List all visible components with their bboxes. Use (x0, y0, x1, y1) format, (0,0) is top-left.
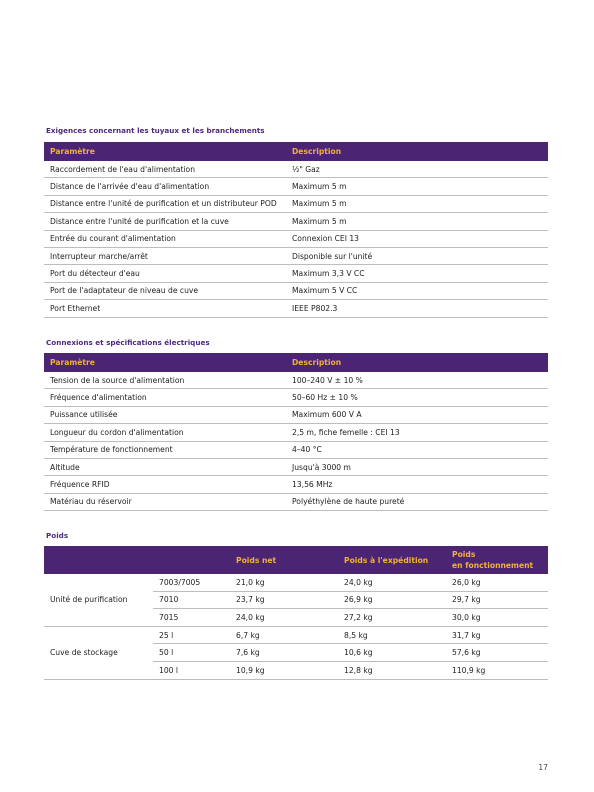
section-title-pipes: Exigences concernant les tuyaux et les branchements (46, 126, 265, 135)
parameter-cell: Port de l'adaptateur de niveau de cuve (44, 282, 286, 299)
pipes-table (44, 142, 548, 318)
description-cell: Maximum 3,3 V CC (286, 265, 548, 282)
column-header (153, 546, 230, 574)
table-row (44, 300, 548, 317)
column-header (446, 546, 548, 574)
page-number: 17 (538, 763, 548, 772)
group-name-cell: Cuve de stockage (44, 626, 153, 679)
weight-cell: 8,5 kg (338, 626, 446, 644)
parameter-cell: Fréquence RFID (44, 476, 286, 493)
description-cell: Maximum 5 m (286, 195, 548, 212)
weight-cell: 57,6 kg (446, 644, 548, 662)
parameter-cell: Distance entre l'unité de purification et un distributeur POD (44, 195, 286, 212)
description-cell: Maximum 5 m (286, 178, 548, 195)
header-line: Poids (452, 550, 476, 559)
table-row (44, 458, 548, 475)
electrical-table (44, 353, 548, 511)
table-header-row (44, 546, 548, 574)
description-cell: IEEE P802.3 (286, 300, 548, 317)
section-title-weights: Poids (46, 531, 69, 540)
description-cell: 50–60 Hz ± 10 % (286, 389, 548, 406)
description-cell: Polyéthylène de haute pureté (286, 493, 548, 510)
parameter-cell: Distance de l'arrivée d'eau d'alimentation (44, 178, 286, 195)
parameter-cell: Port du détecteur d'eau (44, 265, 286, 282)
table-row (44, 195, 548, 212)
model-cell: 50 l (153, 644, 230, 662)
weight-cell: 26,0 kg (446, 574, 548, 591)
table-row (44, 178, 548, 195)
parameter-cell: Longueur du cordon d'alimentation (44, 424, 286, 441)
weight-cell: 6,7 kg (230, 626, 338, 644)
weight-cell: 30,0 kg (446, 609, 548, 627)
parameter-cell: Raccordement de l'eau d'alimentation (44, 161, 286, 178)
description-cell: ½" Gaz (286, 161, 548, 178)
model-cell: 7003/7005 (153, 574, 230, 591)
parameter-cell: Matériau du réservoir (44, 493, 286, 510)
table-row (44, 161, 548, 178)
table-row (44, 626, 548, 644)
weight-cell: 7,6 kg (230, 644, 338, 662)
description-cell: Jusqu'à 3000 m (286, 458, 548, 475)
table-row (44, 265, 548, 282)
header-line: en fonctionnement (452, 561, 534, 570)
model-cell: 100 l (153, 661, 230, 679)
weight-cell: 24,0 kg (230, 609, 338, 627)
model-cell: 7010 (153, 591, 230, 609)
parameter-cell: Altitude (44, 458, 286, 475)
description-cell: 2,5 m, fiche femelle : CEI 13 (286, 424, 548, 441)
weight-cell: 23,7 kg (230, 591, 338, 609)
column-header: Poids à l'expédition (338, 546, 446, 574)
description-cell: Connexion CEI 13 (286, 230, 548, 247)
description-cell: 100–240 V ± 10 % (286, 372, 548, 389)
column-header: Description (286, 142, 548, 161)
table-row (44, 493, 548, 510)
table-row (44, 406, 548, 423)
column-header: Description (286, 353, 548, 372)
table-row (44, 389, 548, 406)
weight-cell: 26,9 kg (338, 591, 446, 609)
model-cell: 7015 (153, 609, 230, 627)
column-header: Poids net (230, 546, 338, 574)
table-row (44, 213, 548, 230)
description-cell: Maximum 600 V A (286, 406, 548, 423)
description-cell: Maximum 5 V CC (286, 282, 548, 299)
table-row (44, 424, 548, 441)
table-header-row (44, 142, 548, 161)
table-row (44, 282, 548, 299)
model-cell: 25 l (153, 626, 230, 644)
weight-cell: 21,0 kg (230, 574, 338, 591)
group-name-cell: Unité de purification (44, 574, 153, 626)
weight-cell: 31,7 kg (446, 626, 548, 644)
parameter-cell: Tension de la source d'alimentation (44, 372, 286, 389)
parameter-cell: Puissance utilisée (44, 406, 286, 423)
table-row (44, 441, 548, 458)
column-header (44, 546, 153, 574)
column-header: Paramètre (44, 353, 286, 372)
weight-cell: 12,8 kg (338, 661, 446, 679)
parameter-cell: Température de fonctionnement (44, 441, 286, 458)
weights-table (44, 546, 548, 680)
description-cell: Disponible sur l'unité (286, 247, 548, 264)
column-header: Paramètre (44, 142, 286, 161)
description-cell: Maximum 5 m (286, 213, 548, 230)
table-row (44, 247, 548, 264)
parameter-cell: Entrée du courant d'alimentation (44, 230, 286, 247)
parameter-cell: Interrupteur marche/arrêt (44, 247, 286, 264)
description-cell: 4–40 °C (286, 441, 548, 458)
weight-cell: 29,7 kg (446, 591, 548, 609)
weight-cell: 110,9 kg (446, 661, 548, 679)
parameter-cell: Distance entre l'unité de purification et la cuve (44, 213, 286, 230)
table-row (44, 574, 548, 591)
weight-cell: 10,6 kg (338, 644, 446, 662)
parameter-cell: Fréquence d'alimentation (44, 389, 286, 406)
weight-cell: 27,2 kg (338, 609, 446, 627)
weight-cell: 10,9 kg (230, 661, 338, 679)
weight-cell: 24,0 kg (338, 574, 446, 591)
table-header-row (44, 353, 548, 372)
table-row (44, 230, 548, 247)
table-row (44, 372, 548, 389)
section-title-electrical: Connexions et spécifications électriques (46, 338, 210, 347)
parameter-cell: Port Ethernet (44, 300, 286, 317)
table-row (44, 476, 548, 493)
description-cell: 13,56 MHz (286, 476, 548, 493)
